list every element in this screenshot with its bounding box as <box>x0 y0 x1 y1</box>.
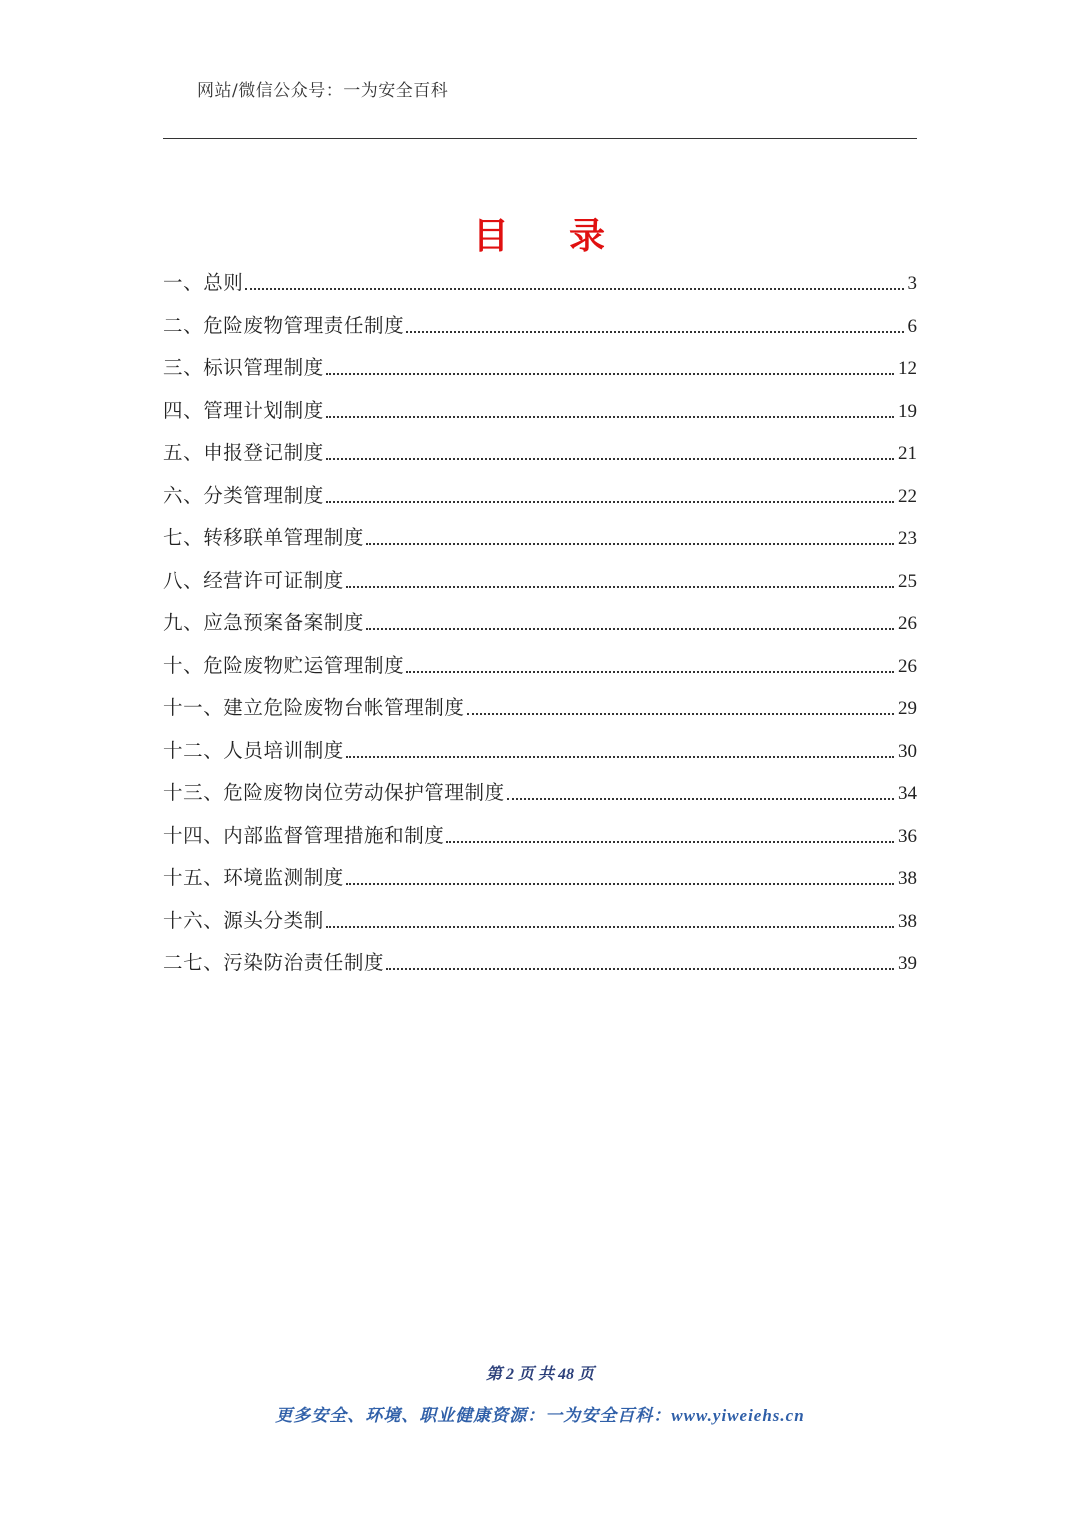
toc-dot-leader <box>245 273 903 293</box>
toc-entry-page: 23 <box>898 528 917 549</box>
toc-dot-leader <box>346 571 894 591</box>
toc-entry-page: 19 <box>898 400 917 422</box>
toc-dot-leader <box>326 358 894 378</box>
toc-dot-leader <box>366 613 894 633</box>
toc-dot-leader <box>346 741 894 761</box>
toc-dot-leader <box>326 401 894 421</box>
toc-dot-leader <box>326 911 894 931</box>
toc-entry-label: 七、转移联单管理制度 <box>163 526 365 549</box>
toc-entry-label: 十六、源头分类制 <box>163 908 324 932</box>
footer-page-number: 第 2 页 共 48 页 <box>485 1366 594 1383</box>
toc-entry[interactable] <box>163 900 917 943</box>
footer-promo-link[interactable]: 更多安全、环境、职业健康资源：一为安全百科：www.yiweiehs.cn <box>275 1406 805 1425</box>
toc-entry[interactable] <box>163 475 917 518</box>
toc-entry[interactable] <box>163 645 917 688</box>
toc-entry[interactable] <box>163 857 917 900</box>
toc-entry[interactable] <box>163 517 917 560</box>
toc-entry-label: 十二、人员培训制度 <box>163 738 344 762</box>
toc-entry-page: 26 <box>898 613 917 634</box>
toc-entry-label: 三、标识管理制度 <box>163 356 324 379</box>
toc-entry-label: 二七、污染防治责任制度 <box>163 951 385 974</box>
toc-dot-leader <box>507 783 894 803</box>
header-divider <box>163 138 917 139</box>
toc-dot-leader <box>406 316 903 336</box>
toc-entry-page: 6 <box>907 315 917 337</box>
toc-entry[interactable] <box>163 730 917 773</box>
toc-entry-page: 22 <box>898 485 917 507</box>
toc-entry[interactable] <box>163 432 917 475</box>
toc-entry-label: 十、危险废物贮运管理制度 <box>163 653 405 677</box>
toc-entry[interactable] <box>163 815 917 858</box>
toc-entry[interactable] <box>163 772 917 815</box>
toc-entry[interactable] <box>163 560 917 603</box>
toc-entry-page: 21 <box>898 443 917 464</box>
toc-entry-label: 十一、建立危险废物台帐管理制度 <box>163 696 465 719</box>
toc-entry-label: 十五、环境监测制度 <box>163 866 344 889</box>
toc-dot-leader <box>386 953 894 973</box>
toc-entry-label: 二、危险废物管理责任制度 <box>163 313 405 337</box>
toc-dot-leader <box>326 486 894 506</box>
toc-entry[interactable] <box>163 347 917 390</box>
toc-entry-page: 3 <box>907 273 917 294</box>
toc-entry-page: 36 <box>898 825 917 847</box>
toc-entry-label: 一、总则 <box>163 271 244 294</box>
toc-entry-label: 十四、内部监督管理措施和制度 <box>163 823 445 847</box>
toc-entry-label: 六、分类管理制度 <box>163 483 324 507</box>
toc-entry-label: 十三、危险废物岗位劳动保护管理制度 <box>163 781 505 804</box>
toc-entry-page: 26 <box>898 655 917 677</box>
toc-entry-page: 30 <box>898 740 917 762</box>
toc-dot-leader <box>467 698 894 718</box>
toc-entry-page: 34 <box>898 783 917 804</box>
toc-entry[interactable] <box>163 390 917 433</box>
toc-entry[interactable] <box>163 602 917 645</box>
toc-entry-page: 38 <box>898 868 917 889</box>
toc-dot-leader <box>346 868 894 888</box>
toc-dot-leader <box>326 443 894 463</box>
toc-entry[interactable] <box>163 305 917 348</box>
toc-entry[interactable] <box>163 262 917 305</box>
toc-entry-label: 九、应急预案备案制度 <box>163 611 365 634</box>
toc-entry-page: 39 <box>898 953 917 974</box>
toc-entry-label: 八、经营许可证制度 <box>163 568 344 592</box>
toc-entry[interactable] <box>163 687 917 730</box>
toc-entry-page: 29 <box>898 698 917 719</box>
toc-entry-page: 12 <box>898 358 917 379</box>
table-of-contents <box>163 262 917 985</box>
toc-title: 目 录 <box>472 216 608 257</box>
page-header-text: 网站/微信公众号：一为安全百科 <box>197 81 449 101</box>
toc-dot-leader <box>446 826 894 846</box>
toc-entry-label: 四、管理计划制度 <box>163 398 324 422</box>
toc-dot-leader <box>366 528 894 548</box>
toc-entry-page: 38 <box>898 910 917 932</box>
toc-entry-label: 五、申报登记制度 <box>163 441 324 464</box>
toc-entry[interactable] <box>163 942 917 985</box>
toc-entry-page: 25 <box>898 570 917 592</box>
toc-dot-leader <box>406 656 894 676</box>
